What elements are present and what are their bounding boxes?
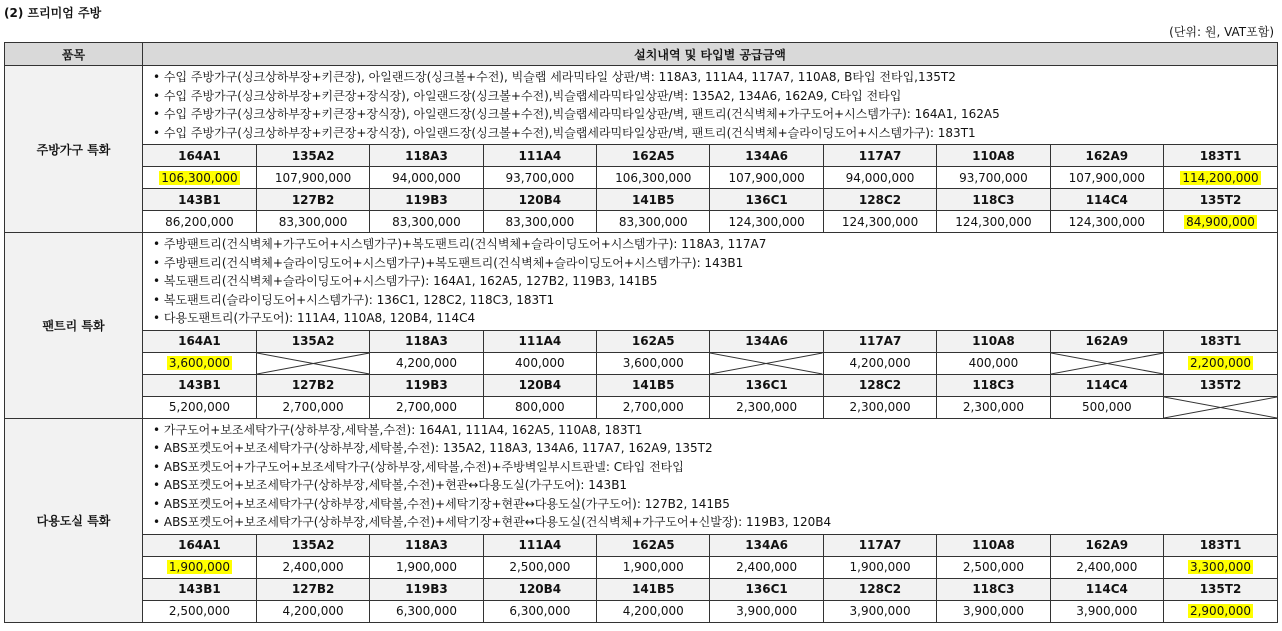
type-label: 141B5 bbox=[597, 578, 710, 600]
type-label: 183T1 bbox=[1164, 331, 1277, 353]
price-value bbox=[710, 167, 823, 189]
bullet-item: • ABS포켓도어+보조세탁가구(상하부장,세탁볼,수전): 135A2, 118A3, 134A6, 117A7, 162A9, 135T2 bbox=[153, 441, 713, 455]
price-value bbox=[1050, 556, 1163, 578]
bullet-item: • 주방팬트리(건식벽체+슬라이딩도어+시스템가구)+복도팬트리(건식벽체+슬라이딩도어+시스템가구): 143B1 bbox=[153, 255, 744, 270]
price-text: 5,200,000 bbox=[168, 400, 230, 414]
not-applicable-cell bbox=[256, 352, 369, 374]
value-row bbox=[143, 211, 1277, 233]
type-label: 114C4 bbox=[1050, 374, 1163, 396]
not-applicable-cell bbox=[1050, 352, 1163, 374]
type-label: 119B3 bbox=[370, 374, 483, 396]
price-value bbox=[710, 556, 823, 578]
price-value bbox=[937, 167, 1050, 189]
price-grid-cell bbox=[143, 534, 1278, 622]
type-label: 143B1 bbox=[143, 374, 256, 396]
price-text: 1,900,000 bbox=[395, 560, 458, 574]
price-grid bbox=[143, 535, 1277, 622]
type-label: 141B5 bbox=[597, 374, 710, 396]
price-text: 106,300,000 bbox=[161, 170, 238, 185]
price-value bbox=[256, 167, 369, 189]
price-value bbox=[710, 600, 823, 622]
type-label: 135A2 bbox=[256, 331, 369, 353]
type-label: 164A1 bbox=[143, 145, 256, 167]
type-label: 110A8 bbox=[937, 145, 1050, 167]
bullet-item: • ABS포켓도어+보조세탁가구(상하부장,세탁볼,수전)+세탁기장+현관↔다용도실(가구도어): 127B2, 141B5 bbox=[153, 496, 730, 511]
price-value bbox=[1050, 211, 1163, 233]
price-value bbox=[143, 167, 256, 189]
price-value bbox=[1164, 352, 1277, 374]
bullet-item: • ABS포켓도어+보조세탁가구(상하부장,세탁볼,수전)+현관↔다용도실(가구도어): 143B1 bbox=[153, 478, 628, 492]
price-text: 2,900,000 bbox=[1189, 604, 1252, 618]
type-label: 117A7 bbox=[823, 145, 936, 167]
price-text: 4,200,000 bbox=[282, 604, 344, 618]
type-row bbox=[143, 578, 1277, 600]
price-text: 107,900,000 bbox=[728, 170, 805, 185]
price-value bbox=[710, 211, 823, 233]
price-value bbox=[483, 352, 596, 374]
price-value bbox=[1164, 167, 1277, 189]
price-value bbox=[143, 556, 256, 578]
price-value bbox=[483, 556, 596, 578]
section-category: 다용도실 특화 bbox=[5, 418, 143, 622]
type-label: 183T1 bbox=[1164, 145, 1277, 167]
type-row bbox=[143, 374, 1277, 396]
bullet-item: • 수입 주방가구(싱크상하부장+키큰장), 아일랜드장(싱크볼+수전), 빅슬랩 세라믹타일 상판/벽: 118A3, 111A4, 117A7, 110A8, B타입 전타입,135T2 bbox=[153, 70, 956, 84]
section-price-row bbox=[5, 534, 1278, 622]
type-label: 164A1 bbox=[143, 535, 256, 557]
type-label: 127B2 bbox=[256, 374, 369, 396]
type-label: 143B1 bbox=[143, 578, 256, 600]
price-value bbox=[143, 600, 256, 622]
price-text: 800,000 bbox=[515, 400, 565, 414]
type-label: 118C3 bbox=[937, 374, 1050, 396]
price-value bbox=[256, 211, 369, 233]
price-grid-cell bbox=[143, 330, 1278, 418]
price-value bbox=[370, 167, 483, 189]
price-value bbox=[823, 211, 936, 233]
price-value bbox=[597, 352, 710, 374]
cross-out-icon bbox=[1164, 397, 1277, 418]
type-label: 114C4 bbox=[1050, 189, 1163, 211]
type-label: 162A5 bbox=[597, 145, 710, 167]
type-label: 135T2 bbox=[1164, 374, 1277, 396]
price-text: 83,300,000 bbox=[392, 214, 461, 229]
type-label: 162A9 bbox=[1050, 145, 1163, 167]
price-value bbox=[597, 396, 710, 418]
type-row bbox=[143, 145, 1277, 167]
type-label: 134A6 bbox=[710, 331, 823, 353]
type-label: 118A3 bbox=[370, 535, 483, 557]
type-label: 128C2 bbox=[823, 189, 936, 211]
price-value bbox=[937, 556, 1050, 578]
price-text: 2,200,000 bbox=[1189, 356, 1252, 370]
section-price-row bbox=[5, 330, 1278, 418]
type-label: 127B2 bbox=[256, 189, 369, 211]
price-text: 107,900,000 bbox=[274, 170, 352, 185]
price-value bbox=[823, 600, 936, 622]
price-text: 2,400,000 bbox=[282, 560, 344, 574]
type-label: 119B3 bbox=[370, 578, 483, 600]
price-value bbox=[937, 352, 1050, 374]
type-label: 143B1 bbox=[143, 189, 256, 211]
section-category: 팬트리 특화 bbox=[5, 233, 143, 419]
type-label: 183T1 bbox=[1164, 535, 1277, 557]
price-text: 4,200,000 bbox=[849, 356, 911, 370]
price-text: 94,000,000 bbox=[845, 170, 915, 185]
bullet-item: • ABS포켓도어+가구도어+보조세탁가구(상하부장,세탁볼,수전)+주방벽일부시트판넬: C타입 전타입 bbox=[153, 459, 684, 474]
type-label: 119B3 bbox=[370, 189, 483, 211]
price-value bbox=[1164, 211, 1277, 233]
type-label: 135A2 bbox=[256, 145, 369, 167]
price-text: 106,300,000 bbox=[615, 170, 692, 185]
price-grid bbox=[143, 145, 1277, 232]
type-row bbox=[143, 331, 1277, 353]
price-text: 3,900,000 bbox=[962, 604, 1024, 618]
price-value bbox=[143, 211, 256, 233]
bullet-item: • 복도팬트리(건식벽체+슬라이딩도어+시스템가구): 164A1, 162A5, 127B2, 119B3, 141B5 bbox=[153, 274, 658, 288]
price-text: 2,700,000 bbox=[395, 400, 458, 414]
type-label: 162A9 bbox=[1050, 535, 1163, 557]
price-value bbox=[1164, 556, 1277, 578]
price-text: 3,900,000 bbox=[849, 604, 911, 618]
price-value bbox=[370, 556, 483, 578]
bullet-item: • 복도팬트리(슬라이딩도어+시스템가구): 136C1, 128C2, 118C3, 183T1 bbox=[153, 292, 555, 307]
price-value bbox=[256, 396, 369, 418]
type-label: 120B4 bbox=[483, 578, 596, 600]
type-label: 136C1 bbox=[710, 189, 823, 211]
type-label: 118C3 bbox=[937, 189, 1050, 211]
price-text: 6,300,000 bbox=[395, 604, 458, 618]
type-label: 134A6 bbox=[710, 535, 823, 557]
section-row bbox=[5, 66, 1278, 145]
type-label: 118A3 bbox=[370, 331, 483, 353]
price-text: 114,200,000 bbox=[1182, 170, 1259, 185]
type-label: 118C3 bbox=[937, 578, 1050, 600]
price-text: 2,500,000 bbox=[962, 560, 1024, 574]
type-label: 164A1 bbox=[143, 331, 256, 353]
price-grid-cell bbox=[143, 145, 1278, 233]
price-text: 1,900,000 bbox=[622, 560, 684, 574]
price-text: 124,300,000 bbox=[955, 214, 1032, 229]
type-label: 128C2 bbox=[823, 374, 936, 396]
not-applicable-cell bbox=[710, 352, 823, 374]
bullet-item: • 다용도팬트리(가구도어): 111A4, 110A8, 120B4, 114C4 bbox=[153, 311, 476, 325]
price-value bbox=[823, 352, 936, 374]
price-value bbox=[370, 211, 483, 233]
price-value bbox=[483, 167, 596, 189]
header-details: 설치내역 및 타입별 공급금액 bbox=[143, 43, 1278, 66]
price-value bbox=[1050, 396, 1163, 418]
price-text: 2,300,000 bbox=[962, 400, 1024, 414]
price-value bbox=[597, 167, 710, 189]
price-text: 1,900,000 bbox=[168, 560, 230, 574]
price-value bbox=[823, 556, 936, 578]
section-category: 주방가구 특화 bbox=[5, 66, 143, 233]
type-label: 111A4 bbox=[483, 535, 596, 557]
type-label: 127B2 bbox=[256, 578, 369, 600]
unit-note: (단위: 원, VAT포함) bbox=[1169, 25, 1274, 39]
value-row bbox=[143, 396, 1277, 418]
price-value bbox=[597, 556, 710, 578]
header-category: 품목 bbox=[5, 43, 143, 66]
price-value bbox=[597, 600, 710, 622]
type-label: 120B4 bbox=[483, 374, 596, 396]
type-label: 118A3 bbox=[370, 145, 483, 167]
cross-out-icon bbox=[1051, 353, 1163, 374]
section-description bbox=[143, 233, 1278, 331]
price-text: 94,000,000 bbox=[392, 170, 461, 185]
type-label: 135A2 bbox=[256, 535, 369, 557]
section-description bbox=[143, 66, 1278, 145]
price-value bbox=[597, 211, 710, 233]
bullet-item: • 가구도어+보조세탁가구(상하부장,세탁볼,수전): 164A1, 111A4, 162A5, 110A8, 183T1 bbox=[153, 422, 643, 437]
price-value bbox=[710, 396, 823, 418]
price-text: 6,300,000 bbox=[509, 604, 571, 618]
type-label: 117A7 bbox=[823, 535, 936, 557]
cross-out-icon bbox=[257, 353, 369, 374]
price-value bbox=[823, 167, 936, 189]
price-value bbox=[483, 600, 596, 622]
price-text: 84,900,000 bbox=[1186, 214, 1255, 229]
type-label: 134A6 bbox=[710, 145, 823, 167]
price-value bbox=[1164, 600, 1277, 622]
bullet-item: • 주방팬트리(건식벽체+가구도어+시스템가구)+복도팬트리(건식벽체+슬라이딩도어+시스템가구): 118A3, 117A7 bbox=[153, 237, 767, 251]
type-label: 136C1 bbox=[710, 578, 823, 600]
price-grid bbox=[143, 331, 1277, 418]
price-value bbox=[256, 556, 369, 578]
price-value bbox=[143, 352, 256, 374]
value-row bbox=[143, 556, 1277, 578]
price-text: 83,300,000 bbox=[278, 214, 348, 229]
type-label: 114C4 bbox=[1050, 578, 1163, 600]
type-label: 135T2 bbox=[1164, 189, 1277, 211]
value-row bbox=[143, 167, 1277, 189]
price-value bbox=[256, 600, 369, 622]
type-row bbox=[143, 189, 1277, 211]
section-row bbox=[5, 418, 1278, 534]
price-table bbox=[4, 42, 1278, 623]
type-label: 162A9 bbox=[1050, 331, 1163, 353]
price-text: 400,000 bbox=[968, 356, 1019, 370]
price-text: 2,400,000 bbox=[736, 560, 798, 574]
price-text: 2,500,000 bbox=[509, 560, 571, 574]
price-text: 400,000 bbox=[515, 356, 565, 370]
price-text: 3,600,000 bbox=[168, 356, 230, 370]
type-label: 136C1 bbox=[710, 374, 823, 396]
type-label: 128C2 bbox=[823, 578, 936, 600]
price-text: 2,300,000 bbox=[736, 400, 798, 414]
price-text: 2,700,000 bbox=[622, 400, 684, 414]
price-text: 3,600,000 bbox=[622, 356, 684, 370]
value-row bbox=[143, 600, 1277, 622]
section-price-row bbox=[5, 145, 1278, 233]
price-text: 124,300,000 bbox=[841, 214, 919, 229]
section-description bbox=[143, 418, 1278, 534]
type-label: 120B4 bbox=[483, 189, 596, 211]
price-value bbox=[143, 396, 256, 418]
price-text: 1,900,000 bbox=[849, 560, 911, 574]
price-value bbox=[1050, 167, 1163, 189]
price-value bbox=[370, 352, 483, 374]
price-text: 3,900,000 bbox=[736, 604, 798, 618]
type-label: 111A4 bbox=[483, 145, 596, 167]
price-value bbox=[483, 211, 596, 233]
page-title: (2) 프리미엄 주방 bbox=[4, 6, 102, 20]
price-text: 86,200,000 bbox=[165, 214, 234, 229]
price-text: 4,200,000 bbox=[395, 356, 458, 370]
price-text: 4,200,000 bbox=[622, 604, 684, 618]
type-label: 111A4 bbox=[483, 331, 596, 353]
price-value bbox=[1050, 600, 1163, 622]
price-text: 2,300,000 bbox=[849, 400, 911, 414]
type-label: 110A8 bbox=[937, 535, 1050, 557]
price-value bbox=[937, 211, 1050, 233]
price-text: 107,900,000 bbox=[1068, 170, 1145, 185]
type-label: 141B5 bbox=[597, 189, 710, 211]
type-row bbox=[143, 535, 1277, 557]
price-text: 83,300,000 bbox=[618, 214, 688, 229]
type-label: 110A8 bbox=[937, 331, 1050, 353]
type-label: 162A5 bbox=[597, 331, 710, 353]
value-row bbox=[143, 352, 1277, 374]
price-text: 124,300,000 bbox=[1068, 214, 1145, 229]
price-value bbox=[937, 600, 1050, 622]
price-text: 3,900,000 bbox=[1076, 604, 1138, 618]
price-text: 3,300,000 bbox=[1189, 560, 1252, 574]
price-text: 93,700,000 bbox=[505, 170, 575, 185]
header-row bbox=[5, 43, 1278, 66]
price-text: 124,300,000 bbox=[728, 214, 805, 229]
price-value bbox=[370, 600, 483, 622]
bullet-item: • 수입 주방가구(싱크상하부장+키큰장+장식장), 아일랜드장(싱크볼+수전),빅슬랩세라믹타일상판/벽, 팬트리(건식벽체+슬라이딩도어+시스템가구): 183T1 bbox=[153, 125, 976, 140]
type-label: 117A7 bbox=[823, 331, 936, 353]
price-value bbox=[937, 396, 1050, 418]
type-label: 162A5 bbox=[597, 535, 710, 557]
price-text: 2,500,000 bbox=[168, 604, 230, 618]
bullet-item: • ABS포켓도어+보조세탁가구(상하부장,세탁볼,수전)+세탁기장+현관↔다용도실(건식벽체+가구도어+신발장): 119B3, 120B4 bbox=[153, 515, 832, 529]
price-value bbox=[483, 396, 596, 418]
price-text: 83,300,000 bbox=[505, 214, 575, 229]
cross-out-icon bbox=[710, 353, 822, 374]
price-text: 2,700,000 bbox=[282, 400, 344, 414]
bullet-item: • 수입 주방가구(싱크상하부장+키큰장+장식장), 아일랜드장(싱크볼+수전),빅슬랩세라믹타일상판/벽, 팬트리(건식벽체+가구도어+시스템가구): 164A1, 162A5 bbox=[153, 107, 1000, 121]
price-text: 2,400,000 bbox=[1076, 560, 1138, 574]
price-text: 93,700,000 bbox=[959, 170, 1028, 185]
not-applicable-cell bbox=[1164, 396, 1277, 418]
price-value bbox=[370, 396, 483, 418]
type-label: 135T2 bbox=[1164, 578, 1277, 600]
section-row bbox=[5, 233, 1278, 331]
price-value bbox=[823, 396, 936, 418]
price-text: 500,000 bbox=[1082, 400, 1132, 414]
bullet-item: • 수입 주방가구(싱크상하부장+키큰장+장식장), 아일랜드장(싱크볼+수전),빅슬랩세라믹타일상판/벽: 135A2, 134A6, 162A9, C타입 전타입 bbox=[153, 88, 902, 103]
